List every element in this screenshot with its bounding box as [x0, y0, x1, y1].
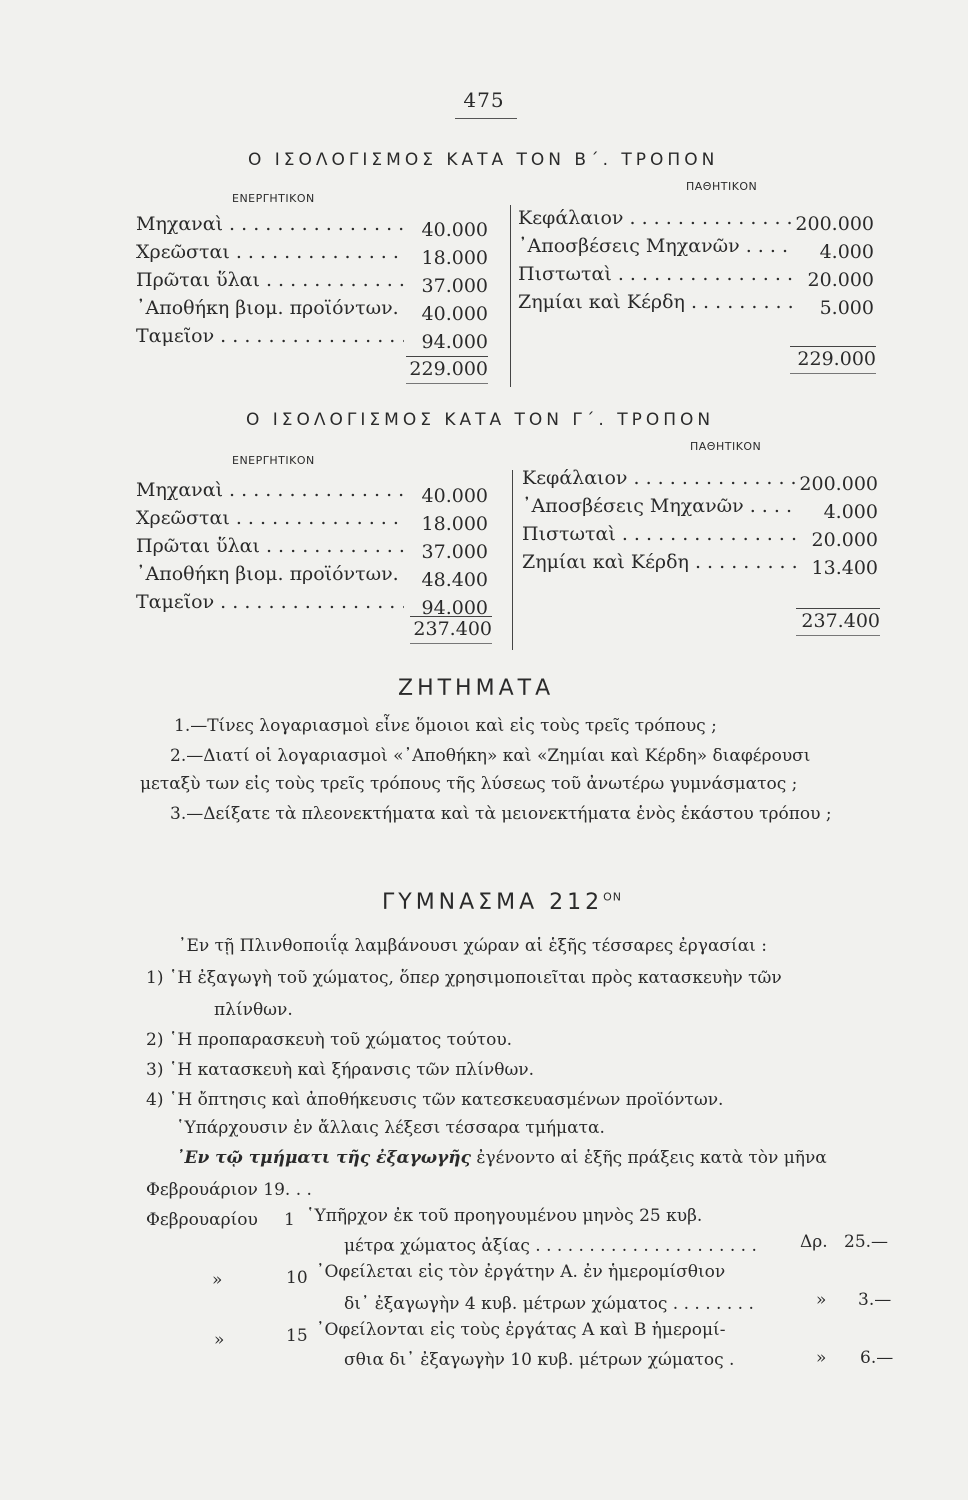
exercise-item-4: 4) ῾Η ὄπτησις καὶ ἀποθήκευσις τῶν κατεσκευασμένων προϊόντων.	[146, 1090, 724, 1110]
asset-value: 40.000	[421, 303, 488, 325]
liability-value: 4.000	[823, 501, 878, 523]
liability-label: Κεφάλαιον . . .	[522, 466, 798, 490]
asset-value: 37.000	[421, 275, 488, 297]
asset-label: Πρῶται ὕλαι . . .	[136, 534, 404, 558]
balance-b-liability-row	[518, 262, 874, 292]
exercise-item-1-line-2: πλίνθων.	[214, 1000, 293, 1020]
entry-day: 15	[286, 1326, 308, 1346]
exercise-sections-note: ῾Υπάρχουσιν ἐν ἄλλαις λέξεσι τέσσαρα τμήματα.	[176, 1118, 605, 1138]
balance-b-liability-row	[518, 290, 874, 320]
entry-amount: 6.—	[860, 1348, 894, 1368]
asset-label: Ταμεῖον . . .	[136, 324, 404, 348]
asset-label: ᾿Αποθήκη βιομ. προϊόντων. . . .	[136, 562, 404, 586]
entry-prefix: »	[214, 1330, 225, 1350]
entry-currency: »	[816, 1290, 827, 1310]
asset-label: Πρῶται ὕλαι . . .	[136, 268, 404, 292]
liability-label: Πιστωταὶ . . .	[522, 522, 798, 546]
entry-prefix: »	[212, 1270, 223, 1290]
page-number: 475	[463, 88, 505, 112]
page-number-rule	[455, 118, 517, 119]
balance-b-liability-row	[518, 206, 874, 236]
exercise-heading-text: ΓΥΜΝΑΣΜΑ 212	[382, 890, 604, 915]
liability-label: Κεφάλαιον . . .	[518, 206, 794, 230]
entry-amount: 3.—	[858, 1290, 892, 1310]
balance-c-asset-row	[136, 562, 488, 592]
asset-value: 18.000	[421, 513, 488, 535]
liability-label: ᾿Αποσβέσεις Μηχανῶν . . .	[518, 234, 794, 258]
liability-label: ᾿Αποσβέσεις Μηχανῶν . . .	[522, 494, 798, 518]
asset-value: 37.000	[421, 541, 488, 563]
exercise-intro: ᾿Εν τῇ Πλινθοποιΐᾳ λαμβάνουσι χώραν αἱ ἑξῆς τέσσαρες ἐργασίαι :	[178, 936, 767, 956]
questions-heading: ΖΗΤΗΜΑΤΑ	[398, 676, 555, 701]
question-1: 1.—Τίνες λογαριασμοὶ εἶνε ὅμοιοι καὶ εἰς τοὺς τρεῖς τρόπους ;	[174, 716, 717, 736]
balance-b-assets-total: 229.000	[406, 356, 488, 384]
entry-currency: Δρ.	[800, 1232, 828, 1252]
question-2-line-1: 2.—Διατί οἱ λογαριασμοὶ «᾿Αποθήκη» καὶ «Ζημίαι καὶ Κέρδη» διαφέρουσι	[170, 746, 811, 766]
exercise-heading	[382, 890, 622, 915]
balance-c-liability-row	[522, 494, 878, 524]
entry-prefix: Φεβρουαρίου	[146, 1210, 258, 1230]
entry-line-2: σθια δι᾿ ἐξαγωγὴν 10 κυβ. μέτρων χώματος .	[344, 1350, 735, 1370]
asset-label: Μηχαναὶ . . .	[136, 212, 404, 236]
balance-c-assets-total: 237.400	[410, 616, 492, 644]
department-rest: ἐγένοντο αἱ ἑξῆς πράξεις κατὰ τὸν μῆνα	[476, 1148, 827, 1168]
exercise-item-2: 2) ῾Η προπαρασκευὴ τοῦ χώματος τούτου.	[146, 1030, 513, 1050]
balance-b-asset-row	[136, 296, 488, 326]
department-italic: ᾿Εν τῷ τμήματι τῆς ἐξαγωγῆς	[176, 1148, 471, 1168]
liability-value: 20.000	[811, 529, 878, 551]
asset-value: 94.000	[421, 331, 488, 353]
entry-line-1: ῾Υπῆρχον ἐκ τοῦ προηγουμένου μηνὸς 25 κυβ.	[306, 1206, 703, 1226]
balance-b-asset-row	[136, 212, 488, 242]
balance-b-asset-row	[136, 240, 488, 270]
asset-value: 40.000	[421, 219, 488, 241]
balance-b-liabilities-total: 229.000	[790, 346, 876, 374]
balance-c-title: Ο ΙΣΟΛΟΓΙΣΜΟΣ ΚΑΤΑ ΤΟΝ Γ΄. ΤΡΟΠΟΝ	[246, 410, 715, 430]
liability-value: 13.400	[811, 557, 878, 579]
liability-label: Ζημίαι καὶ Κέρδη . . .	[518, 290, 794, 314]
balance-b-title: Ο ΙΣΟΛΟΓΙΣΜΟΣ ΚΑΤΑ ΤΟΝ Β΄. ΤΡΟΠΟΝ	[248, 150, 719, 170]
asset-label: Χρεῶσται . . .	[136, 506, 404, 530]
balance-b-liability-row	[518, 234, 874, 264]
asset-label: Ταμεῖον . . .	[136, 590, 404, 614]
asset-label: ᾿Αποθήκη βιομ. προϊόντων. . . .	[136, 296, 404, 320]
balance-c-liabilities-total: 237.400	[796, 608, 880, 636]
liability-value: 200.000	[795, 213, 874, 235]
entry-currency: »	[816, 1348, 827, 1368]
balance-c-liability-row	[522, 466, 878, 496]
entry-day: 1	[284, 1210, 295, 1230]
balance-c-asset-row	[136, 478, 488, 508]
balance-b-divider	[510, 205, 511, 387]
entry-amount: 25.—	[844, 1232, 889, 1252]
exercise-item-1-line-1: 1) ῾Η ἐξαγωγὴ τοῦ χώματος, ὅπερ χρησιμοποιεῖται πρὸς κατασκευὴν τῶν	[146, 968, 782, 988]
exercise-item-3: 3) ῾Η κατασκευὴ καὶ ξήρανσις τῶν πλίνθων.	[146, 1060, 535, 1080]
balance-c-liability-row	[522, 522, 878, 552]
balance-c-assets-header: ΕΝΕΡΓΗΤΙΚΟΝ	[232, 454, 315, 467]
question-3: 3.—Δείξατε τὰ πλεονεκτήματα καὶ τὰ μειονεκτήματα ἑνὸς ἑκάστου τρόπου ;	[170, 804, 832, 824]
liability-value: 20.000	[807, 269, 874, 291]
entry-line-2: δι᾿ ἐξαγωγὴν 4 κυβ. μέτρων χώματος . . . . . . . .	[344, 1294, 754, 1314]
liability-value: 4.000	[819, 241, 874, 263]
liability-value: 200.000	[799, 473, 878, 495]
balance-b-asset-row	[136, 268, 488, 298]
liability-label: Ζημίαι καὶ Κέρδη . . .	[522, 550, 798, 574]
question-2-line-2: μεταξὺ των εἰς τοὺς τρεῖς τρόπους τῆς λύσεως τοῦ ἀνωτέρω γυμνάσματος ;	[140, 774, 798, 794]
balance-c-asset-row	[136, 506, 488, 536]
liability-label: Πιστωταὶ . . .	[518, 262, 794, 286]
balance-c-liabilities-header: ΠΑΘΗΤΙΚΟΝ	[690, 440, 762, 453]
entry-line-1: ᾿Οφείλονται εἰς τοὺς ἐργάτας Α καὶ Β ἡμερομί-	[316, 1320, 726, 1340]
exercise-month: Φεβρουάριον 19. . .	[146, 1180, 312, 1200]
asset-value: 18.000	[421, 247, 488, 269]
balance-c-liability-row	[522, 550, 878, 580]
entry-line-2: μέτρα χώματος ἀξίας . . . . . . . . . . . . . . . . . . . . .	[344, 1236, 757, 1256]
balance-b-asset-row	[136, 324, 488, 354]
liability-value: 5.000	[819, 297, 874, 319]
entry-line-1: ᾿Οφείλεται εἰς τὸν ἐργάτην Α. ἐν ἡμερομίσθιον	[316, 1262, 726, 1282]
asset-value: 48.400	[421, 569, 488, 591]
balance-b-liabilities-header: ΠΑΘΗΤΙΚΟΝ	[686, 180, 758, 193]
asset-label: Μηχαναὶ . . .	[136, 478, 404, 502]
asset-label: Χρεῶσται . . .	[136, 240, 404, 264]
exercise-department-line	[176, 1148, 827, 1168]
balance-c-divider	[512, 470, 513, 650]
balance-b-assets-header: ΕΝΕΡΓΗΤΙΚΟΝ	[232, 192, 315, 205]
asset-value: 94.000	[421, 597, 488, 619]
exercise-heading-sup: ΟΝ	[603, 890, 622, 904]
asset-value: 40.000	[421, 485, 488, 507]
entry-day: 10	[286, 1268, 308, 1288]
balance-c-asset-row	[136, 534, 488, 564]
